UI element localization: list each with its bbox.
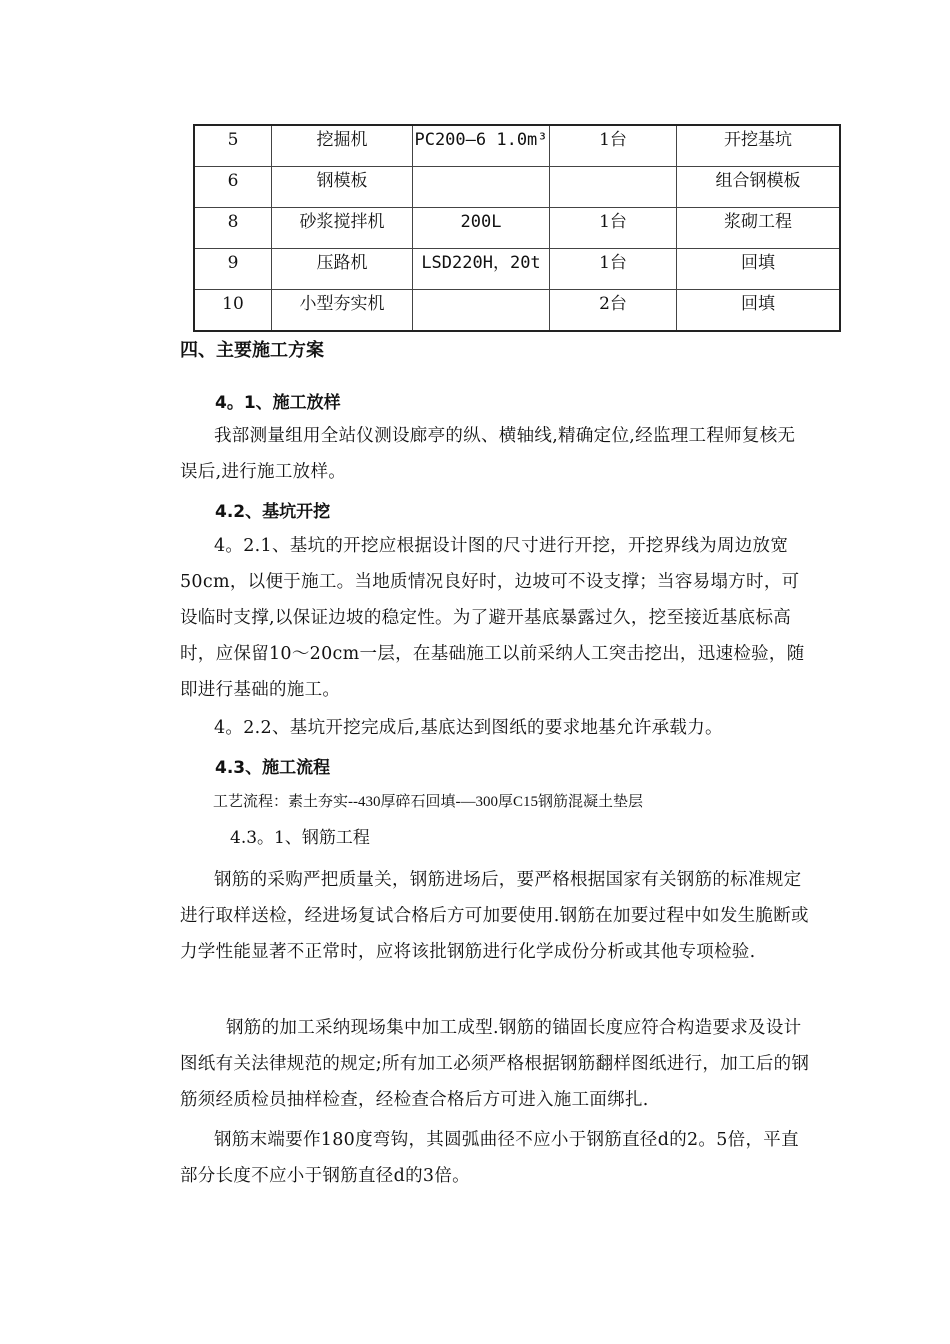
cell-name: 小型夯实机 (272, 290, 413, 332)
cell-name: 钢模板 (272, 167, 413, 208)
cell-qty: 1台 (550, 249, 677, 290)
section-4-heading: 四、主要施工方案 (180, 340, 324, 361)
section-4-2-1-paragraph: 4。2.1、基坑的开挖应根据设计图的尺寸进行开挖，开挖界线为周边放宽50cm，以便于施工。当地质情况良好时，边坡可不设支撑；当容易塌方时，可设临时支撑,以保证边坡的稳定性。为了避开基底暴露过久，挖至接近基底标高时，应保留10～20cm一层，在基础施工以前采纳人工突击挖出，迅速检验，随即进行基础的施工。 (180, 536, 805, 700)
rebar-paragraph-3: 钢筋末端要作180度弯钩，其圆弧曲径不应小于钢筋直径d的2。5倍，平直部分长度不应小于钢筋直径d的3倍。 (180, 1130, 799, 1186)
cell-qty (550, 167, 677, 208)
cell-no: 6 (194, 167, 272, 208)
section-4-1-paragraph: 我部测量组用全站仪测设廊亭的纵、横轴线,精确定位,经监理工程师复核无误后,进行施工放样。 (180, 426, 796, 482)
cell-qty: 1台 (550, 125, 677, 167)
section-4-3-heading: 4.3、施工流程 (215, 758, 331, 778)
cell-model: LSD220H，20t (413, 249, 550, 290)
cell-use: 浆砌工程 (677, 208, 841, 249)
cell-model (413, 290, 550, 332)
cell-name: 压路机 (272, 249, 413, 290)
cell-use: 组合钢模板 (677, 167, 841, 208)
table-row (194, 125, 840, 167)
rebar-paragraph-2: 钢筋的加工采纳现场集中加工成型.钢筋的锚固长度应符合构造要求及设计图纸有关法律规范的规定;所有加工必须严格根据钢筋翻样图纸进行，加工后的钢筋须经质检员抽样检查，经检查合格后方可进入施工面绑扎. (180, 1018, 810, 1110)
cell-use: 回填 (677, 249, 841, 290)
cell-use: 开挖基坑 (677, 125, 841, 167)
cell-model: PC200—6 1.0m³ (413, 125, 550, 167)
cell-qty: 1台 (550, 208, 677, 249)
equipment-table (193, 124, 841, 332)
table-row (194, 167, 840, 208)
section-4-3-1-heading: 4.3。1、钢筋工程 (230, 828, 370, 848)
cell-use: 回填 (677, 290, 841, 332)
process-flow-text: 工艺流程：素土夯实--430厚碎石回填-—300厚C15钢筋混凝土垫层 (213, 794, 643, 810)
cell-no: 5 (194, 125, 272, 167)
cell-no: 10 (194, 290, 272, 332)
cell-no: 9 (194, 249, 272, 290)
table-row (194, 249, 840, 290)
cell-name: 挖掘机 (272, 125, 413, 167)
cell-no: 8 (194, 208, 272, 249)
cell-name: 砂浆搅拌机 (272, 208, 413, 249)
section-4-2-2-paragraph: 4。2.2、基坑开挖完成后,基底达到图纸的要求地基允许承载力。 (214, 718, 723, 738)
cell-model: 200L (413, 208, 550, 249)
cell-qty: 2台 (550, 290, 677, 332)
rebar-paragraph-1: 钢筋的采购严把质量关，钢筋进场后，要严格根据国家有关钢筋的标准规定进行取样送检，经进场复试合格后方可加要使用.钢筋在加要过程中如发生脆断或力学性能显著不正常时，应将该批钢筋进行化学成份分析或其他专项检验. (180, 870, 809, 962)
section-4-2-heading: 4.2、基坑开挖 (215, 502, 331, 522)
table-row (194, 290, 840, 332)
section-4-1-heading: 4。1、施工放样 (215, 393, 341, 413)
cell-model (413, 167, 550, 208)
table-row (194, 208, 840, 249)
